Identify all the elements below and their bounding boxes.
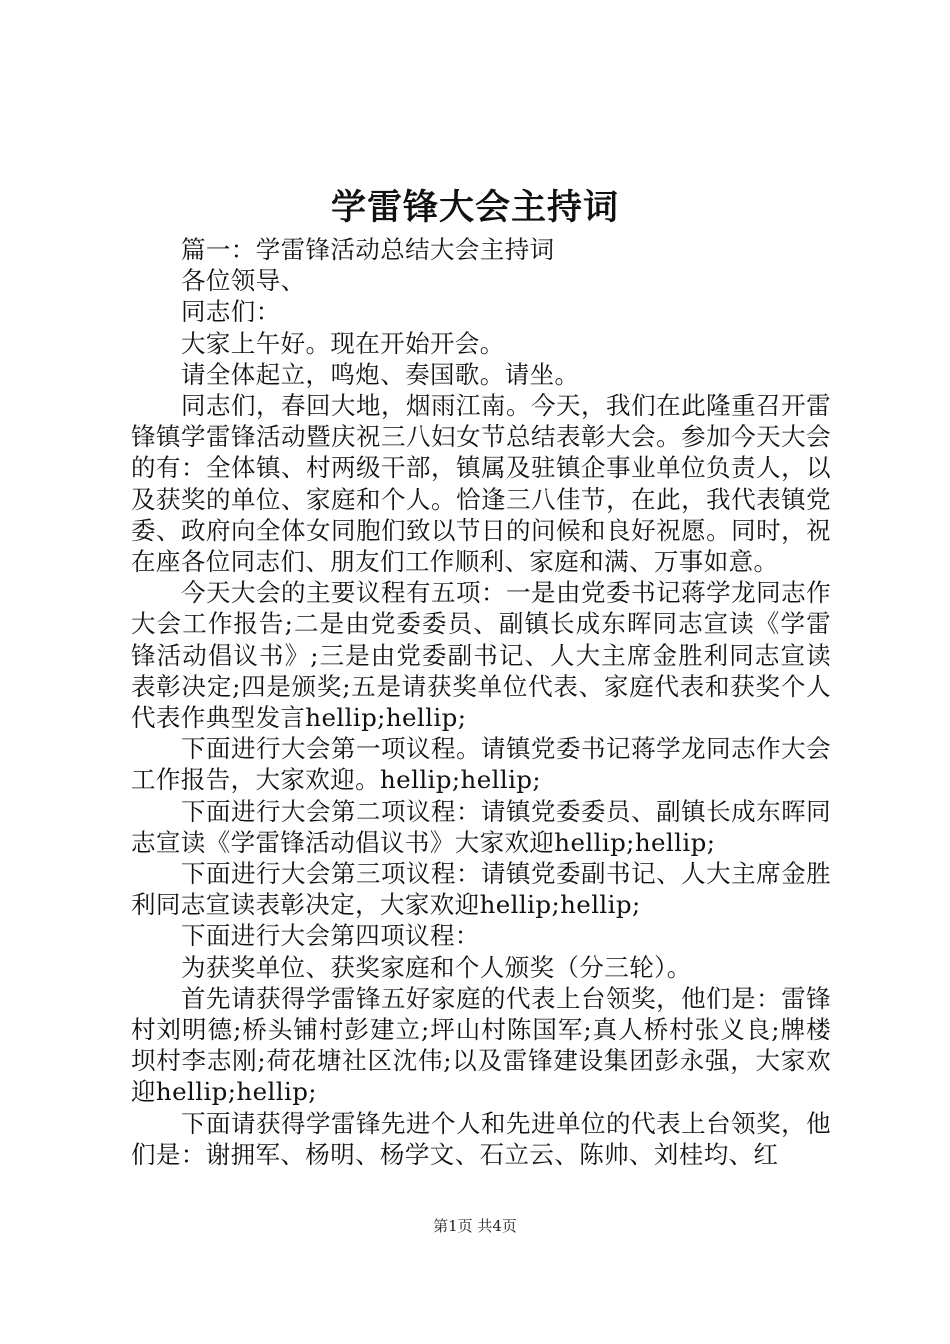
paragraph-introduction: 同志们，春回大地，烟雨江南。今天，我们在此隆重召开雷锋镇学雷锋活动暨庆祝三八妇女节总结表彰大会。参加今天大会的有：全体镇、村两级干部，镇属及驻镇企事业单位负责人，以及获奖的单位、家庭和个人。恰逢三八佳节，在此，我代表镇党委、政府向全体女同胞们致以节日的问候和良好祝愿。同时，祝在座各位同志们、朋友们工作顺利、家庭和满、万事如意。 — [131, 391, 831, 577]
page-number-footer: 第1页 共4页 — [433, 1217, 517, 1235]
paragraph-item-one: 下面进行大会第一项议程。请镇党委书记蒋学龙同志作大会工作报告，大家欢迎。hellip;hellip; — [131, 734, 831, 795]
paragraph-awards: 为获奖单位、获奖家庭和个人颁奖（分三轮）。 — [181, 952, 692, 982]
paragraph-item-three: 下面进行大会第三项议程：请镇党委副书记、人大主席金胜利同志宣读表彰决定，大家欢迎hellip;hellip; — [131, 859, 831, 920]
paragraph-agenda: 今天大会的主要议程有五项：一是由党委书记蒋学龙同志作大会工作报告;二是由党委委员、副镇长成东晖同志宣读《学雷锋活动倡议书》;三是由党委副书记、人大主席金胜利同志宣读表彰决定;四是颁奖;五是请获奖单位代表、家庭代表和获奖个人代表作典型发言hellip;hellip; — [131, 578, 831, 733]
paragraph-anthem: 请全体起立，鸣炮、奏国歌。请坐。 — [181, 359, 580, 389]
paragraph-families: 首先请获得学雷锋五好家庭的代表上台领奖，他们是：雷锋村刘明德;桥头铺村彭建立;坪山村陈国军;真人桥村张义良;牌楼坝村李志刚;荷花塘社区沈伟;以及雷锋建设集团彭永强，大家欢迎hellip;hellip; — [131, 983, 831, 1107]
paragraph-item-two: 下面进行大会第二项议程：请镇党委委员、副镇长成东晖同志宣读《学雷锋活动倡议书》大家欢迎hellip;hellip; — [131, 796, 831, 857]
paragraph-individuals: 下面请获得学雷锋先进个人和先进单位的代表上台领奖，他们是：谢拥军、杨明、杨学文、石立云、陈帅、刘桂均、红 — [131, 1108, 831, 1169]
document-title: 学雷锋大会主持词 — [330, 188, 619, 228]
paragraph-opening: 大家上午好。现在开始开会。 — [181, 328, 505, 358]
paragraph-item-four: 下面进行大会第四项议程： — [181, 921, 480, 951]
paragraph-greeting-leaders: 各位领导、 — [181, 266, 306, 296]
paragraph-greeting-comrades: 同志们： — [181, 297, 281, 327]
paragraph-heading: 篇一：学雷锋活动总结大会主持词 — [181, 235, 555, 264]
document-body — [131, 234, 831, 1170]
